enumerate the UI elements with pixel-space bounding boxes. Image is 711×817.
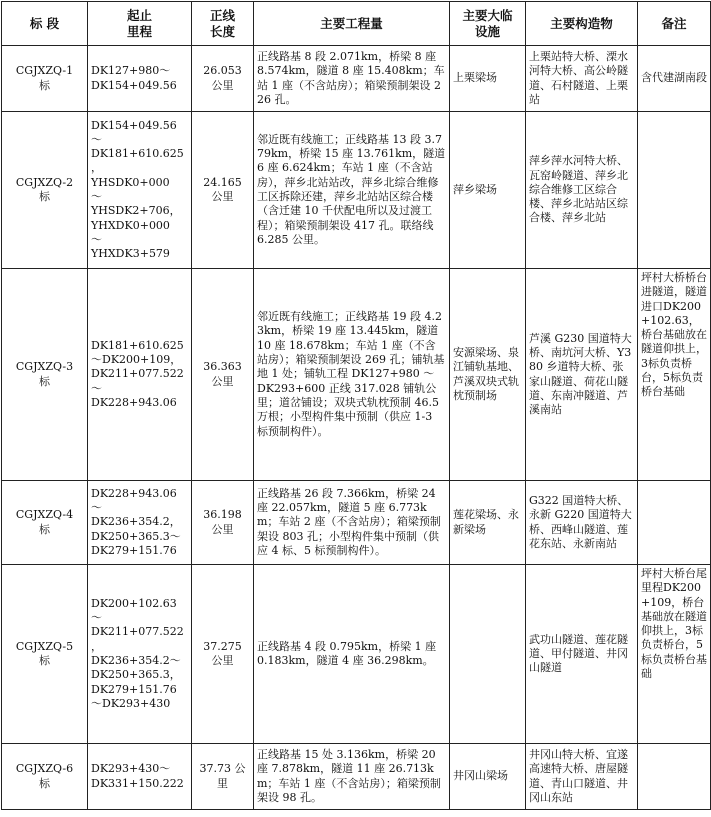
length-cell: 37.73 公 里 (192, 744, 254, 810)
header-length: 正线 长度 (192, 2, 254, 46)
structure-cell: 萍乡萍水河特大桥、瓦窑岭隧道、萍乡北综合维修工区综合楼、萍乡北站站区综合楼、萍乡北站 (526, 112, 638, 269)
section-cell: CGJXZQ-1 标 (2, 46, 88, 112)
remark-cell: 坪村大桥台尾里程DK200+109，桥台基础放在隧道仰拱上，3标负责桥台，5标负责桥台基础 (638, 565, 711, 744)
header-mileage: 起止 里程 (88, 2, 192, 46)
header-remark: 备注 (638, 2, 711, 46)
table-row (2, 112, 711, 269)
project-table (1, 1, 711, 810)
section-cell: CGJXZQ-4 标 (2, 481, 88, 565)
camp-cell: 上栗梁场 (450, 46, 526, 112)
length-cell: 37.275 公里 (192, 565, 254, 744)
length-cell: 36.198 公里 (192, 481, 254, 565)
section-cell: CGJXZQ-2 标 (2, 112, 88, 269)
length-cell: 26.053 公里 (192, 46, 254, 112)
section-cell: CGJXZQ-6 标 (2, 744, 88, 810)
remark-cell (638, 744, 711, 810)
section-cell: CGJXZQ-5 标 (2, 565, 88, 744)
header-camp: 主要大临 设施 (450, 2, 526, 46)
mileage-cell: DK181+610.625 ～DK200+109， DK211+077.522 ～ DK228+943.06 (88, 269, 192, 481)
structure-cell: 井冈山特大桥、宜遂高速特大桥、唐屋隧道、青山口隧道、井冈山东站 (526, 744, 638, 810)
quantity-cell: 邻近既有线施工；正线路基 13 段 3.779km，桥梁 15 座 13.761km，隧道 6 座 6.624km；车站 1 座（不含站房），萍乡北站站改，萍乡北综合维修工区拆除还建，萍乡北站站区综合楼（含迁建 10 千伏配电所以及过渡工程）；箱梁预制架设 417 孔。联络线 6.285 公里。 (254, 112, 450, 269)
quantity-cell: 正线路基 26 段 7.366km，桥梁 24 座 22.057km，隧道 5 座 6.773km；车站 2 座（不含站房）；箱梁预制架设 803 孔；小型构件集中预制（供应 4 标、5 标预制构件）。 (254, 481, 450, 565)
length-cell: 36.363 公里 (192, 269, 254, 481)
header-section: 标 段 (2, 2, 88, 46)
camp-cell (450, 565, 526, 744)
remark-cell: 坪村大桥桥台进隧道，隧道进口DK200+102.63，桥台基础放在隧道仰拱上，3标负责桥台，5标负责桥台基础 (638, 269, 711, 481)
structure-cell: 芦溪 G230 国道特大桥、南坑河大桥、Y380 乡道特大桥、张家山隧道、荷花山隧道、东南冲隧道、芦溪南站 (526, 269, 638, 481)
mileage-cell: DK228+943.06 ～ DK236+354.2， DK250+365.3～ DK279+151.76 (88, 481, 192, 565)
mileage-cell: DK154+049.56 ～ DK181+610.625 ， YHSDK0+000 ～ YHSDK2+706， YHXDK0+000 ～ YHXDK3+579 (88, 112, 192, 269)
camp-cell: 安源梁场、泉江铺轨基地、芦溪双块式轨枕预制场 (450, 269, 526, 481)
remark-cell (638, 112, 711, 269)
table-row (2, 744, 711, 810)
quantity-cell: 正线路基 15 处 3.136km，桥梁 20 座 7.878km，隧道 11 座 26.713km；车站 1 座（不含站房）；箱梁预制架设 98 孔。 (254, 744, 450, 810)
table-row (2, 481, 711, 565)
remark-cell: 含代建湖南段 (638, 46, 711, 112)
quantity-cell: 邻近既有线施工；正线路基 19 段 4.23km，桥梁 19 座 13.445km，隧道 10 座 18.678km；车站 1 座（不含站房）；箱梁预制架设 269 孔；铺轨基地 1 处；铺轨工程 DK127+980 ～ DK293+600 正线 317.028 铺轨公里；道岔铺设；双块式轨枕预制 46.5 万根；小型构件集中预制（供应 1-3 标预制构件）。 (254, 269, 450, 481)
header-quantity: 主要工程量 (254, 2, 450, 46)
table-row (2, 565, 711, 744)
mileage-cell: DK127+980～ DK154+049.56 (88, 46, 192, 112)
section-cell: CGJXZQ-3 标 (2, 269, 88, 481)
mileage-cell: DK293+430～ DK331+150.222 (88, 744, 192, 810)
quantity-cell: 正线路基 8 段 2.071km，桥梁 8 座 8.574km，隧道 8 座 15.408km；车站 1 座（不含站房）；箱梁预制架设 226 孔。 (254, 46, 450, 112)
header-row (2, 2, 711, 46)
structure-cell: G322 国道特大桥、永新 G220 国道特大桥、西峰山隧道、莲花东站、永新南站 (526, 481, 638, 565)
structure-cell: 上栗站特大桥、溧水河特大桥、高公岭隧道、石村隧道、上栗站 (526, 46, 638, 112)
quantity-cell: 正线路基 4 段 0.795km，桥梁 1 座 0.183km，隧道 4 座 36.298km。 (254, 565, 450, 744)
header-structure: 主要构造物 (526, 2, 638, 46)
table-row (2, 269, 711, 481)
camp-cell: 萍乡梁场 (450, 112, 526, 269)
camp-cell: 井冈山梁场 (450, 744, 526, 810)
mileage-cell: DK200+102.63 ～ DK211+077.522 ， DK236+354.2～ DK250+365.3， DK279+151.76 ～DK293+430 (88, 565, 192, 744)
length-cell: 24.165 公里 (192, 112, 254, 269)
structure-cell: 武功山隧道、莲花隧道、甲付隧道、井冈山隧道 (526, 565, 638, 744)
remark-cell (638, 481, 711, 565)
camp-cell: 莲花梁场、永新梁场 (450, 481, 526, 565)
table-row (2, 46, 711, 112)
